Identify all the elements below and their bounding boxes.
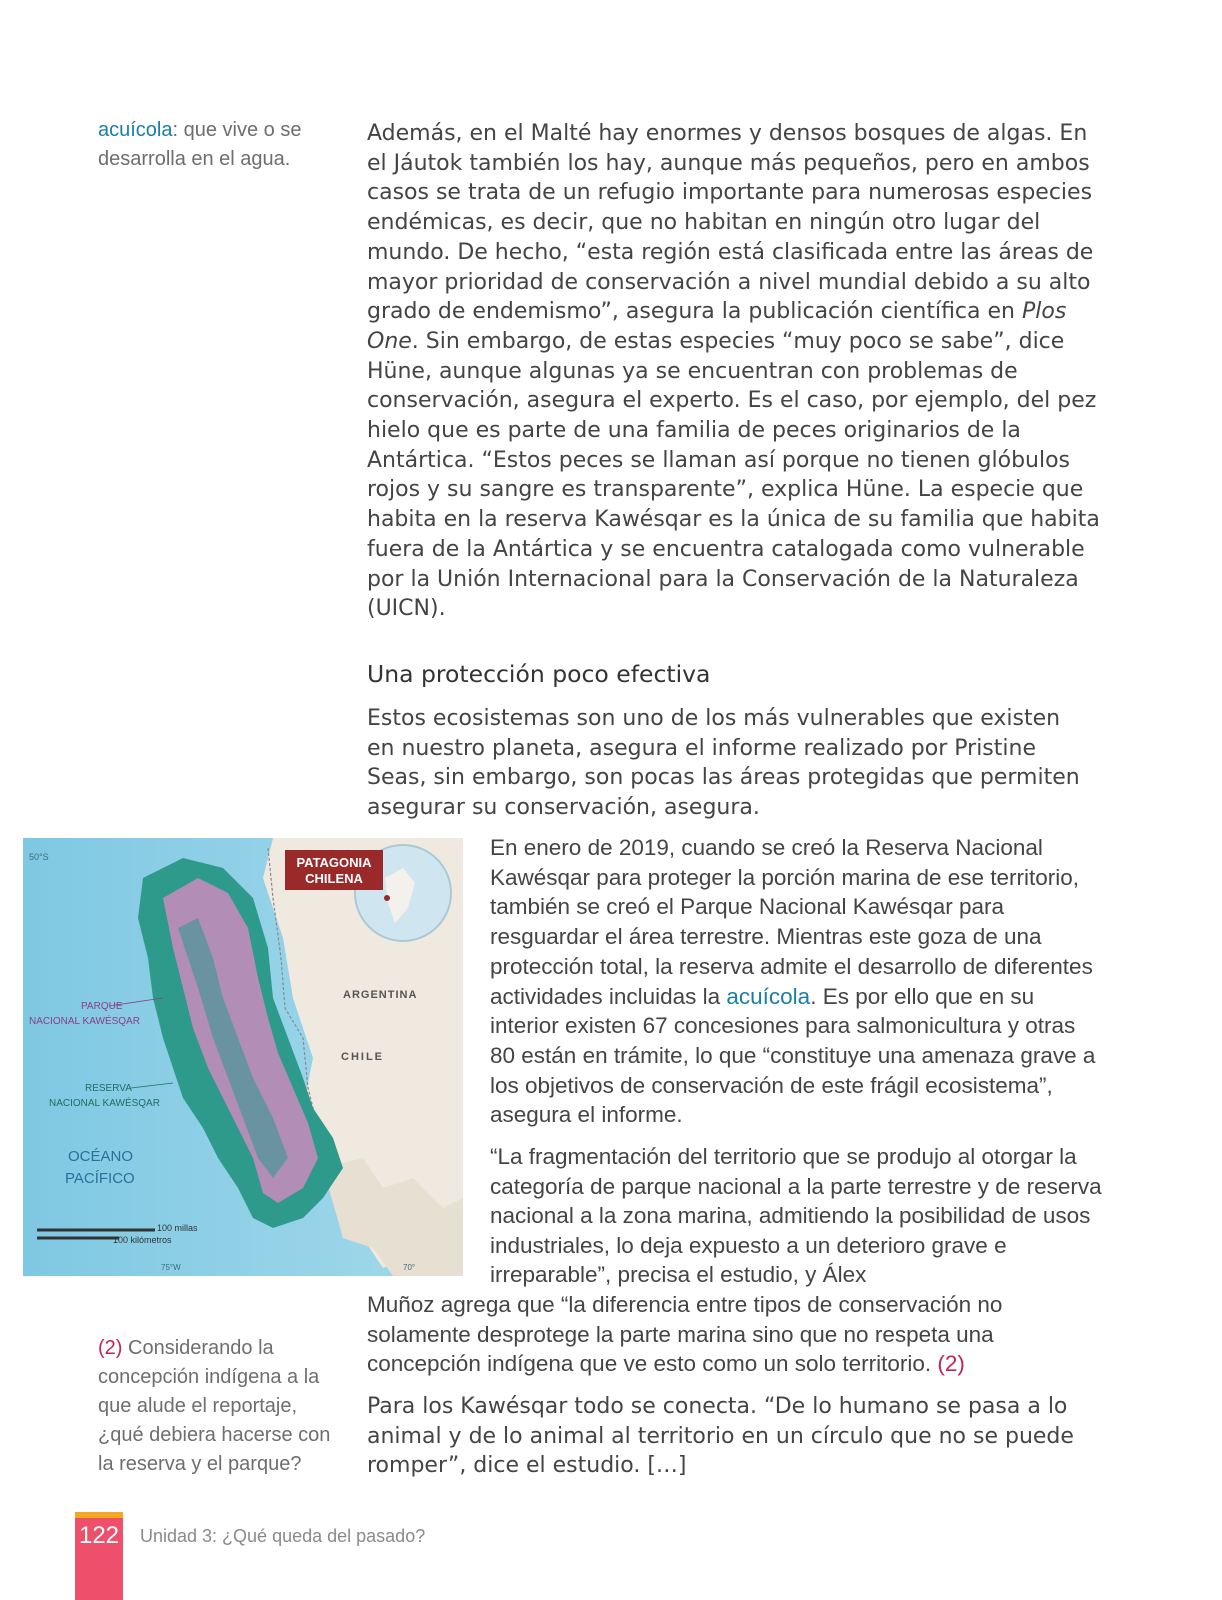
paragraph-1-text-b: . Sin embargo, de estas especies “muy poco se sabe”, dice Hüne, aunque algunas ya se encuentran con problemas de conservación, asegura el experto. Es el caso, por ejemplo, del pez hielo que es parte de una familia de peces originarios de la Antártica. “Estos peces se llaman así porque no tienen glóbulos rojos y su sangre es transparente”, explica Hüne. La especie que habita en la reserva Kawésqar es la única de su familia que habita fuera de la Antártica y se encuentra catalogada como vulnerable por la Unión Internacional para la Conservación de la Naturaleza (UICN). <box>367 328 1100 622</box>
ocean-label-line-1: OCÉANO <box>68 1148 134 1165</box>
page-tab-accent <box>75 1512 123 1518</box>
paragraph-4-text-b: Muñoz agrega que “la diferencia entre tipos de conservación no solamente desprotege la parte marina sino que no respeta una concepción indígena que ve esto como un solo territorio. <box>367 1292 1003 1377</box>
paragraph-1-text-a: Además, en el Malté hay enormes y densos bosques de algas. En el Jáutok también los hay, aunque más pequeños, pero en ambos casos se trata de un refugio importante para numerosas especies endémicas, es decir, que no habitan en ningún otro lugar del mundo. De hecho, “esta región está clasificada entre las áreas de mayor prioridad de conservación a nivel mundial debido a su alto grado de endemismo”, asegura la publicación científica en <box>367 121 1094 325</box>
paragraph-1 <box>367 119 1107 624</box>
badge-line-1: PATAGONIA <box>296 855 372 870</box>
publication-name: Plos One <box>367 299 1067 354</box>
glossary-term: acuícola <box>98 119 173 141</box>
country-label-argentina: ARGENTINA <box>343 989 418 1001</box>
park-label-line-2: NACIONAL KAWÉSQAR <box>29 1016 140 1027</box>
country-label-chile: CHILE <box>341 1051 384 1063</box>
longitude-70-label: 70° <box>403 1263 416 1272</box>
section-heading: Una protección poco efectiva <box>367 660 711 688</box>
glossary-term-inline: acuícola <box>726 983 811 1009</box>
ocean-label-line-2: PACÍFICO <box>65 1170 135 1187</box>
map-patagonia <box>23 838 463 1276</box>
paragraph-5: Para los Kawésqar todo se conecta. “De lo humano se pasa a lo animal y de lo animal al territorio en un círculo que no se puede romper”, dice el estudio. […] <box>367 1394 1074 1478</box>
longitude-75-label: 75°W <box>161 1263 181 1272</box>
glossary-note <box>98 116 338 174</box>
paragraph-4-part-1: “La fragmentación del territorio que se produjo al otorgar la categoría de parque nacional a la parte terrestre y de reserva nacional a la zona marina, admitiendo la posibilidad de usos industriales, lo deja expuesto a un deterioro grave e irreparable”, precisa el estudio, y Álex <box>490 1144 1102 1288</box>
page-number: 122 <box>78 1522 120 1549</box>
scale-miles-label: 100 millas <box>157 1223 198 1233</box>
scale-km-label: 100 kilómetros <box>113 1235 172 1245</box>
park-label-line-1: PARQUE <box>81 1001 123 1012</box>
question-text: Considerando la concepción indígena a la que alude el reportaje, ¿qué debiera hacerse con la reserva y el parque? <box>98 1337 331 1475</box>
reserve-label-line-2: NACIONAL KAWÉSQAR <box>49 1098 160 1109</box>
badge-line-2: CHILENA <box>305 871 363 886</box>
question-note <box>98 1334 333 1479</box>
question-number: (2) <box>98 1337 123 1359</box>
paragraph-3-text-a: En enero de 2019, cuando se creó la Reserva Nacional Kawésqar para proteger la porción marina de ese territorio, también se creó el Parque Nacional Kawésqar para resguardar el área terrestre. Mientras este goza de una protección total, la reserva admite el desarrollo de diferentes actividades incluidas la <box>490 835 1093 1009</box>
glossary-definition: : que vive o se desarrolla en el agua. <box>98 119 302 170</box>
paragraph-3 <box>490 833 1105 1130</box>
reserve-label-line-1: RESERVA <box>85 1083 132 1094</box>
paragraph-2: Estos ecosistemas son uno de los más vulnerables que existen en nuestro planeta, asegura el informe realizado por Pristine Seas, sin embargo, son pocas las áreas protegidas que permiten asegurar su conservación, asegura. <box>367 706 1080 820</box>
paragraph-3-text-b: . Es por ello que en su interior existen 67 concesiones para salmonicultura y otras 80 están en trámite, lo que “constituye una amenaza grave a los objetivos de conservación de este frágil ecosistema”, asegura el informe. <box>490 983 1096 1128</box>
unit-title: Unidad 3: ¿Qué queda del pasado? <box>140 1526 426 1546</box>
paragraph-4-part-2 <box>367 1290 1087 1379</box>
question-reference: (2) <box>937 1351 965 1377</box>
latitude-label: 50°S <box>29 852 49 862</box>
